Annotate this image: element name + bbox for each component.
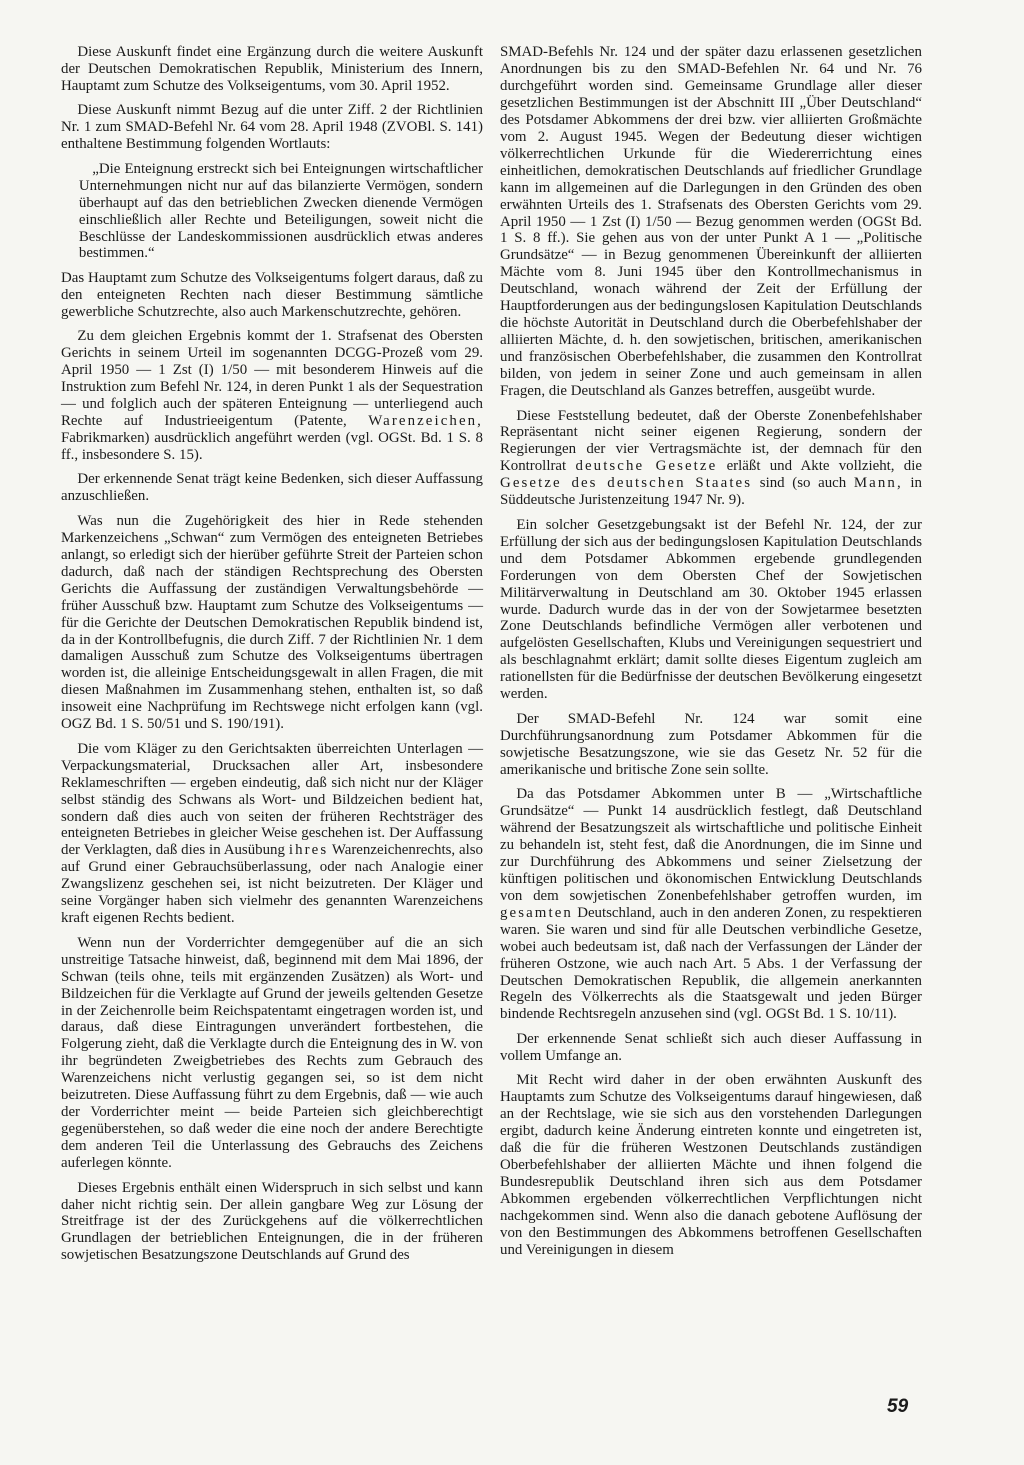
paragraph [500,786,922,1023]
text-run: erläßt und Akte vollzieht, die [726,458,922,475]
text-run: Warenzeichenrechts, also auf Grund einer Gebrauchsüberlassung, oder nach Analogie einer Zwangslizenz geschehen sei, ist nicht beizutreten. Der Kläger und seine Vorgänger haben sich vielmehr des genannten Warenzeichens kraft eigenen Rechts bedient. [61,842,483,927]
paragraph: Mit Recht wird daher in der oben erwähnten Auskunft des Hauptamts zum Schutze des Volkseigentums darauf hingewiesen, daß an der Rechtslage, wie sie sich aus den vorstehenden Darlegungen ergibt, dadurch keine Änderung eintreten konnte und eingetreten ist, daß die für die früheren Westzonen Deutschlands zuständigen Oberbefehlshaber der alliierten Mächte und ihnen folgend die Bundesrepublik Deutschland ihren sich aus dem Potsdamer Abkommen ergebenden völkerrechtlichen Verpflichtungen nicht nachgekommen sind. Wenn also die danach gebotene Auflösung der von den Bestimmungen des Abkommens betroffenen Gesellschaften und Vereinigungen in diesem [500,1072,922,1258]
paragraph [61,328,483,464]
text-run: Zu dem gleichen Ergebnis kommt der 1. Strafsenat des Obersten Gerichts in seinem Urteil im sogenannten DCGG-Prozeß vom 29. April 1950 — 1 Zst (I) 1/50 — mit besonderem Hinweis auf die Instruktion zum Befehl Nr. 124, in deren Punkt 1 als der Sequestration — und folglich auch der späteren Enteignung — unterliegend auch Rechte auf Industrieeigentum (Patente, [61,328,483,430]
text-run: Die vom Kläger zu den Gerichtsakten überreichten Unterlagen — Verpackungsmaterial, Drucksachen aller Art, insbesondere Reklameschriften — ergeben eindeutig, daß sich nicht nur der Kläger selbst ständig des Schwans als Wort- und Bildzeichen bedient hat, sondern daß dies auch von seiten der früheren Rechtsträger des enteigneten Betriebes in gleicher Weise geschehen ist. Der Auffassung der Verklagten, daß dies in Ausübung [61,740,483,859]
spaced-text: deutsche Gesetze [575,458,718,475]
paragraph: Diese Auskunft nimmt Bezug auf die unter Ziff. 2 der Richtlinien Nr. 1 zum SMAD-Befehl Nr. 64 vom 28. April 1948 (ZVOBl. S. 141) enthaltene Bestimmung folgenden Wortlauts: [61,102,483,153]
spaced-text: Gesetze des deutschen Staates [500,475,753,492]
paragraph: Wenn nun der Vorderrichter demgegenüber auf die an sich unstreitige Tatsache hinweist, daß, beginnend mit dem Mai 1896, der Schwan (teils ohne, teils mit ergänzenden Zusätzen) als Wort- und Bildzeichen für die Verklagte auf Grund der jeweils geltenden Gesetze in der Zeichenrolle beim Reichspatentamt eingetragen worden ist, und daraus, daß diese Eintragungen unverändert fortbestehen, die Folgerung zieht, daß die Verklagte durch die Enteignung des in W. von ihr begründeten Zweigbetriebes des Rechts zum Gebrauch des Warenzeichens nicht verlustig gegangen sei, so ist dem nicht beizutreten. Diese Auffassung führt zu dem Ergebnis, daß — wie auch der Vorderrichter meint — beide Parteien sich gleichberechtigt gegenüberstehen, so daß weder die eine noch der andere Berechtigte dem anderen Teil die Unterlassung des Gebrauchs des Zeichens auferlegen könnte. [61,934,483,1172]
paragraph: Der erkennende Senat trägt keine Bedenken, sich dieser Auffassung anzuschließen. [61,471,483,505]
paragraph [500,408,922,510]
paragraph [61,741,483,927]
spaced-text: ihres [288,842,329,859]
text-run: Diese Feststellung bedeutet, daß der Oberste Zonenbefehlshaber Repräsentant nicht seiner eigenen Regierung, sondern der Regierungen der vier Vertragsmächte ist, der demnach für den Kontrollrat [500,407,922,475]
paragraph: Was nun die Zugehörigkeit des hier in Rede stehenden Markenzeichens „Schwan“ zum Vermögen des enteigneten Betriebes anlangt, so erledigt sich der hierüber geführte Streit der Parteien schon dadurch, daß nach der ständigen Rechtsprechung des Obersten Gerichts die Auffassung der zuständigen Verwaltungsbehörde — früher Ausschuß bzw. Hauptamt zum Schutze des Volkseigentums — für die Gerichte der Deutschen Demokratischen Republik bindend ist, da in der Kontrollbefugnis, die durch Ziff. 7 der Richtlinien Nr. 1 dem damaligen Ausschuß zum Schutze des Volkseigentums übertragen worden ist, die alleinige Entscheidungsgewalt in allen Fragen, die mit diesen Maßnahmen im Zusammenhang stehen, enthalten ist, so daß insoweit eine Nachprüfung im Rechtswege nicht erfolgen kann (vgl. OGZ Bd. 1 S. 50/51 und S. 190/191). [61,512,483,733]
text-run: Deutschland, auch in den anderen Zonen, zu respektieren waren. Sie waren und sind für alle Deutschen verbindliche Gesetze, wobei auch bedeutsam ist, daß nach der Verfassungen der Länder der früheren Ostzone, wie auch nach Art. 5 Abs. 1 der Verfassung der Deutschen Demokratischen Republik, die allgemein anerkannten Regeln des Völkerrechts als die Staatsgewalt und jeden Bürger bindende Rechtsregeln anzusehen sind (vgl. OGSt Bd. 1 S. 10/11). [500,904,922,1023]
spaced-text: Warenzeichen, [368,413,483,430]
paragraph: Der erkennende Senat schließt sich auch dieser Auffassung in vollem Umfange an. [500,1030,922,1064]
quotation: „Die Enteignung erstreckt sich bei Enteignungen wirtschaftlicher Unternehmungen nicht nur auf das bilanzierte Vermögen, sondern überhaupt auf das den betrieblichen Zwecken dienende Vermögen einschließlich aller Rechte und Beteiligungen, soweit nicht die Beschlüsse der Landeskommissionen ausdrücklich etwas anderes bestimmen.“ [78,160,483,262]
paragraph: Dieses Ergebnis enthält einen Widerspruch in sich selbst und kann daher nicht richtig sein. Der allein gangbare Weg zur Lösung der Streitfrage ist der des Zurückgehens auf die völkerrechtlichen Grundlagen der betrieblichen Enteignungen, die in der früheren sowjetischen Besatzungszone Deutschlands auf Grund des [61,1179,483,1264]
text-run: sind (so auch [759,475,847,492]
spaced-text: gesamten [500,904,573,921]
left-column [61,44,483,1272]
paragraph: Diese Auskunft findet eine Ergänzung durch die weitere Auskunft der Deutschen Demokratischen Republik, Ministerium des Innern, Hauptamt zum Schutze des Volkseigentums, vom 30. April 1952. [61,44,483,94]
paragraph: Der SMAD-Befehl Nr. 124 war somit eine Durchführungsanordnung zum Potsdamer Abkommen für die sowjetische Besatzungszone, wie sie das Gesetz Nr. 52 für die amerikanische und britische Zone sein sollte. [500,710,922,778]
right-column [500,44,922,1266]
text-run: in Süddeutsche Juristenzeitung 1947 Nr. 9). [500,475,923,509]
paragraph: Das Hauptamt zum Schutze des Volkseigentums folgert daraus, daß zu den enteigneten Rechten nach dieser Bestimmung sämtliche gewerbliche Schutzrechte, also auch Markenschutzrechte, gehören. [61,269,483,320]
page-number: 59 [887,1396,909,1417]
text-run: Fabrikmarken) ausdrücklich angeführt werden (vgl. OGSt. Bd. 1 S. 8 ff., insbesondere S. 15). [61,430,483,463]
paragraph: SMAD-Befehls Nr. 124 und der später dazu erlassenen gesetzlichen Anordnungen bis zu den SMAD-Befehlen Nr. 64 und Nr. 76 durchgeführt worden sind. Gemeinsame Grundlage aller dieser gesetzlichen Bestimmungen ist der Abschnitt III „Über Deutschland“ des Potsdamer Abkommens der drei bzw. vier alliierten Großmächte vom 2. August 1945. Wegen der Bedeutung dieser wichtigen völkerrechtlichen Urkunde für die Wiedererrichtung eines einheitlichen, demokratischen Deutschlands auf friedlicher Grundlage kann im allgemeinen auf die Darlegungen in den Gründen des oben erwähnten Urteils des 1. Strafsenats des Obersten Gerichts vom 29. April 1950 — 1 Zst (I) 1/50 — Bezug genommen werden (OGSt Bd. 1 S. 8 ff.). Sie gehen aus von der unter Punkt A 1 — „Politische Grundsätze“ — in Bezug genommenen Übereinkunft der alliierten Mächte vom 8. Juni 1945 über den Kontrollmechanismus in Deutschland, wonach während der Zeit der Erfüllung der Hauptforderungen aus der bedingungslosen Kapitulation Deutschlands die höchste Autorität in Deutschland durch die Oberbefehlshaber der alliierten Mächte, d. h. den sowjetischen, britischen, amerikanischen und französischen Oberbefehlshaber, die zusammen den Kontrollrat bilden, von jedem in seiner Zone und auch gemeinsam in allen Fragen, die Deutschland als Ganzes betreffen, ausgeübt wurde. [500,44,922,400]
spaced-text: Mann, [853,475,903,492]
paragraph: Ein solcher Gesetzgebungsakt ist der Befehl Nr. 124, der zur Erfüllung der sich aus der bedingungslosen Kapitulation Deutschlands und dem Potsdamer Abkommen ergebende grundlegenden Forderungen von dem Obersten Chef der Sowjetischen Militärverwaltung in Deutschland am 30. Oktober 1945 erlassen wurde. Dadurch wurde das in der von der Sowjetarmee besetzten Zone Deutschlands befindliche Vermögen aller verbotenen und aufgelösten Gesellschaften, Klubs und Vereinigungen sequestriert und als beschlagnahmt erklärt; damit sollte dieses Eigentum zugleich am rationellsten für die Bedürfnisse der deutschen Bevölkerung eingesetzt werden. [500,516,922,703]
text-run: Da das Potsdamer Abkommen unter B — „Wirtschaftliche Grundsätze“ — Punkt 14 ausdrücklich festlegt, daß Deutschland während der Besatzungszeit als wirtschaftliche und politische Einheit zu behandeln ist, steht fest, daß die Anordnungen, die im Sinne und zur Durchführung des Abkommens und seiner Zielsetzung der künftigen politischen und ökonomischen Entwicklung Deutschlands von dem sowjetischen Zonenbefehlshaber getroffen wurden, im [500,786,922,904]
